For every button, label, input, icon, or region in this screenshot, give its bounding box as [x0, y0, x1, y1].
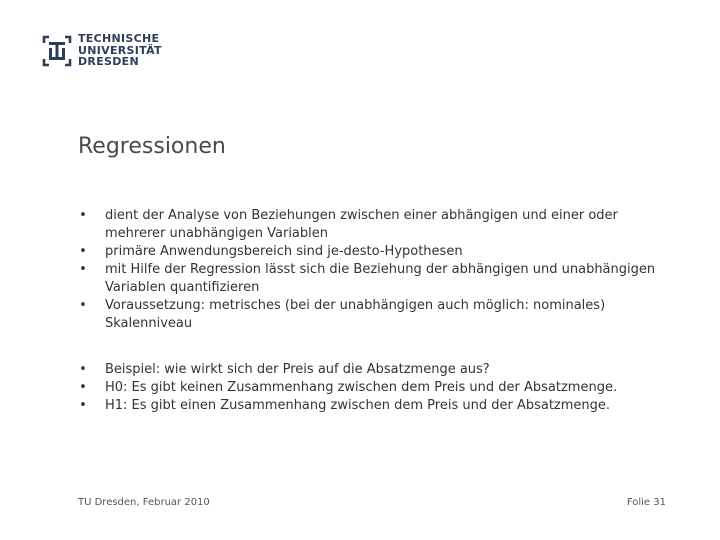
logo-wordmark: [78, 33, 162, 68]
list-item: [78, 207, 668, 243]
bullet-icon: •: [79, 262, 87, 277]
list-item: [78, 297, 668, 333]
bullet-list-example: [78, 361, 668, 415]
logo-line-2: UNIVERSITÄT: [78, 43, 162, 57]
list-item-text: dient der Analyse von Beziehungen zwischen einer abhängigen und einer oder mehrerer unabhängigen Variablen: [105, 208, 618, 241]
list-item: [78, 261, 668, 297]
bullet-list-definition: [78, 207, 668, 333]
bullet-icon: •: [79, 298, 87, 313]
list-item: [78, 379, 668, 397]
logo-line-3: DRESDEN: [78, 55, 139, 68]
bullet-icon: •: [79, 244, 87, 259]
list-item-text: H0: Es gibt keinen Zusammenhang zwischen dem Preis und der Absatzmenge.: [105, 380, 618, 395]
tu-dresden-logo: [40, 33, 170, 71]
bullet-icon: •: [79, 208, 87, 223]
list-item: [78, 243, 668, 261]
list-item: [78, 361, 668, 379]
list-item-text: H1: Es gibt einen Zusammenhang zwischen dem Preis und der Absatzmenge.: [105, 398, 611, 413]
list-item-text: mit Hilfe der Regression lässt sich die Beziehung der abhängigen und unabhängigen Variablen quantifizieren: [105, 262, 656, 295]
slide-title: Regressionen: [78, 134, 226, 159]
slide-number: Folie 31: [626, 497, 666, 508]
bullet-icon: •: [79, 380, 87, 395]
bullet-icon: •: [79, 398, 87, 413]
bullet-icon: •: [79, 362, 87, 377]
logo-line-1: TECHNISCHE: [78, 32, 160, 45]
tu-dresden-emblem-icon: [40, 33, 74, 69]
footer-source: TU Dresden, Februar 2010: [78, 497, 210, 508]
list-item-text: Beispiel: wie wirkt sich der Preis auf die Absatzmenge aus?: [105, 362, 490, 377]
list-item-text: primäre Anwendungsbereich sind je-desto-Hypothesen: [105, 244, 463, 259]
list-item-text: Voraussetzung: metrisches (bei der unabhängigen auch möglich: nominales) Skalenniveau: [105, 298, 606, 331]
list-item: [78, 397, 668, 415]
